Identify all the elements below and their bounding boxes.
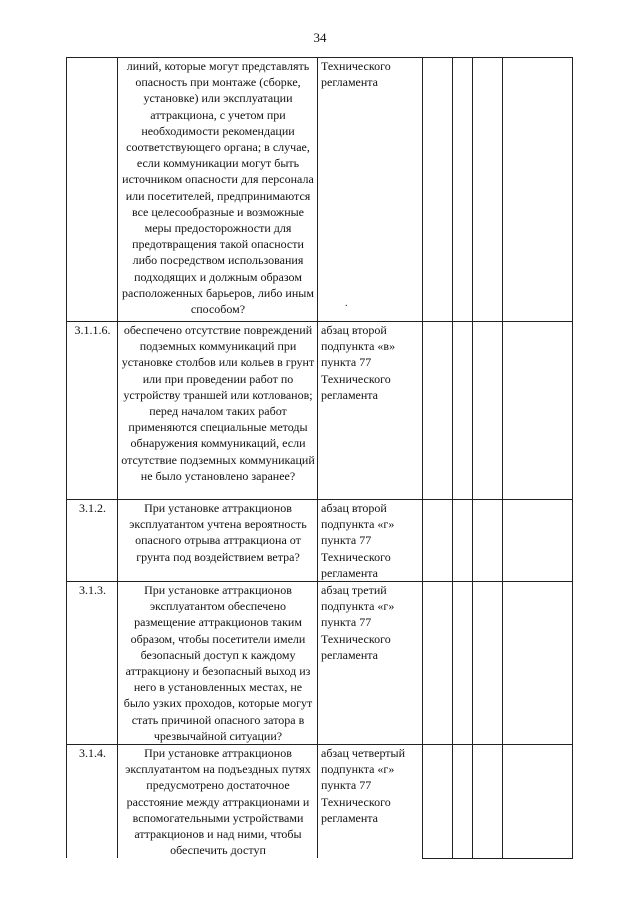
table-row <box>67 58 573 322</box>
row-number: 3.1.3. <box>67 582 118 745</box>
row-number: 3.1.2. <box>67 500 118 582</box>
reference-text: абзац второй подпункта «в» пункта 77 Технического регламента <box>318 322 423 500</box>
answer-cell-yes <box>423 582 453 745</box>
answer-cell-na <box>473 745 503 859</box>
answer-cell-no <box>453 582 473 745</box>
table-row <box>67 745 573 859</box>
reference-text: абзац четвертый подпункта «г» пункта 77 Технического регламента <box>318 745 423 859</box>
answer-cell-na <box>473 58 503 322</box>
row-number: 3.1.1.6. <box>67 322 118 500</box>
reference-text: абзац третий подпункта «г» пункта 77 Технического регламента <box>318 582 423 745</box>
notes-cell <box>503 322 573 500</box>
answer-cell-yes <box>423 500 453 582</box>
answer-cell-na <box>473 582 503 745</box>
answer-cell-yes <box>423 322 453 500</box>
table-row <box>67 582 573 745</box>
scan-speck: . <box>345 298 348 309</box>
answer-cell-no <box>453 500 473 582</box>
requirement-text: При установке аттракционов эксплуатантом на подъездных путях предусмотрено достаточное расстояние между аттракционами и вспомогательными устройствами аттракционов и над ними, чтобы обеспечить доступ <box>118 745 318 859</box>
row-number <box>67 58 118 322</box>
answer-cell-no <box>453 58 473 322</box>
row-number: 3.1.4. <box>67 745 118 859</box>
requirement-text: обеспечено отсутствие повреждений подземных коммуникаций при установке столбов или кольев в грунт или при проведении работ по устройству траншей или котлованов; перед началом таких работ применяются специальные методы обнаружения коммуникаций, если отсутствие подземных коммуникаций не было установлено заранее? <box>118 322 318 500</box>
answer-cell-no <box>453 322 473 500</box>
table-row <box>67 500 573 582</box>
answer-cell-yes <box>423 745 453 859</box>
reference-text: Технического регламента <box>318 58 423 322</box>
requirement-text: При установке аттракционов эксплуатантом обеспечено размещение аттракционов таким образом, чтобы посетители имели безопасный доступ к каждому аттракциону и безопасный выход из него в установленных местах, не было узких проходов, которые могут стать причиной опасного затора в чрезвычайной ситуации? <box>118 582 318 745</box>
notes-cell <box>503 500 573 582</box>
notes-cell <box>503 58 573 322</box>
answer-cell-na <box>473 322 503 500</box>
table-row <box>67 322 573 500</box>
answer-cell-no <box>453 745 473 859</box>
requirement-text: При установке аттракционов эксплуатантом учтена вероятность опасного отрыва аттракциона от грунта под воздействием ветра? <box>118 500 318 582</box>
page-number: 34 <box>313 30 327 45</box>
reference-text: абзац второй подпункта «г» пункта 77 Технического регламента <box>318 500 423 582</box>
notes-cell <box>503 745 573 859</box>
answer-cell-yes <box>423 58 453 322</box>
notes-cell <box>503 582 573 745</box>
answer-cell-na <box>473 500 503 582</box>
requirement-text: линий, которые могут представлять опасность при монтаже (сборке, установке) или эксплуатации аттракциона, с учетом при необходимости рекомендации соответствующего органа; в случае, если коммуникации могут быть источником опасности для персонала или посетителей, предпринимаются все целесообразные и возможные меры предосторожности для предотвращения такой опасности либо посредством использования подходящих и должным образом расположенных барьеров, либо иным способом? <box>118 58 318 322</box>
checklist-table <box>66 57 573 859</box>
